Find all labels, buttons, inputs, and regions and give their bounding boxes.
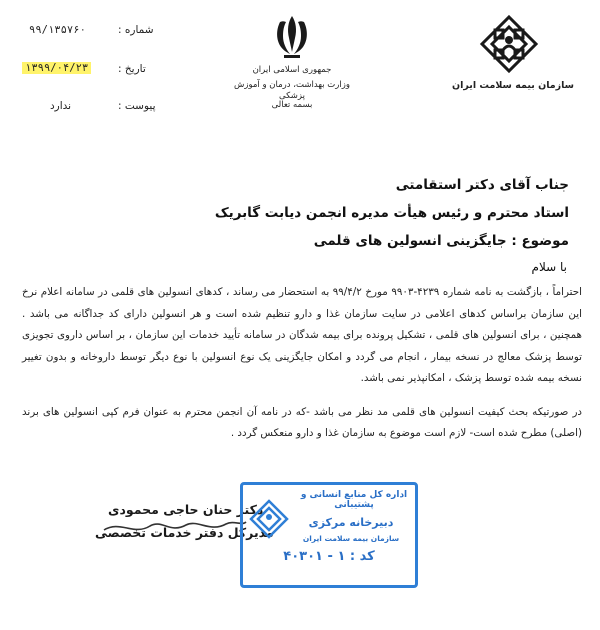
stamp-department: اداره کل منابع انسانی و پشتیبانی <box>300 490 408 510</box>
org-name: سازمان بیمه سلامت ایران <box>452 80 575 91</box>
recipient-title: استاد محترم و رئیس هیأت مدیره انجمن دیابت گابریک <box>214 205 569 221</box>
stamp-logo-icon <box>249 499 289 539</box>
body-paragraph-2: در صورتیکه بحث کیفیت انسولین های قلمی مد نظر می باشد -که در نامه آن انجمن محترم به عنوان فرم کپی انسولین های برند (اصلی) مطرح شده است- لازم است موضوع به سازمان غذا و دارو منعکس گردد . <box>22 405 582 439</box>
greeting: با سلام <box>531 260 567 274</box>
recipient-name: جناب آقای دکتر استقامتی <box>395 177 569 193</box>
emblem-basmala-text: بسمه تعالی <box>271 100 313 110</box>
body-paragraph-1: احتراماً ، بازگشت به نامه شماره ۴۲۳۹-۹۹۰۳ مورخ ۹۹/۴/۲ به استحضار می رساند ، کدهای انسولین های قلمی در سامانه اعلام نرخ این سازمان براساس کدهای اعلامی در سایت سازمان غذا و دارو تنظیم شده است و هر انسولین دارای کد جداگانه می باشد . همچنین ، برای انسولین های قلمی ، تشکیل پرونده برای بیمه شدگان در سامانه تأیید خدمات این سازمان ، بر اساس داروی تجویزی توسط پزشک معالج در نسخه بیمار ، انجام می گردد و امکان جایگزینی یک نوع انسولین با نوع دیگر توسط داروخانه و بدون تغییر نسخه بیمه شده توسط پزشک ، امکانپذیر نمی باشد. <box>22 286 582 384</box>
number-label: شماره : <box>118 24 154 36</box>
emblem-country-text: جمهوری اسلامی ایران <box>252 65 332 75</box>
date-value: ۱۳۹۹/۰۴/۲۳ <box>22 62 91 74</box>
letter-subject: موضوع : جایگزینی انسولین های قلمی <box>313 233 569 249</box>
signatory-name: دکتر حنان حاجی محمودی <box>108 502 264 517</box>
emblem-ministry-text: وزارت بهداشت، درمان و آموزش پزشکی <box>234 80 350 102</box>
attachment-value: ندارد <box>50 100 72 112</box>
letter-body <box>22 282 582 445</box>
iran-emblem-icon <box>270 12 314 60</box>
number-value: ۹۹/۱۳۵۷۶۰ <box>29 24 86 36</box>
stamp-office: دبیرخانه مرکزی <box>308 516 394 529</box>
signatory-position: مدیرکل دفتر خدمات تخصصی <box>95 525 274 540</box>
stamp-organization: سازمان بیمه سلامت ایران <box>302 534 400 543</box>
stamp-code: کد : ۱ - ۴۰۳۰۱ <box>283 549 375 564</box>
health-insurance-logo-icon <box>479 14 539 76</box>
secretariat-stamp <box>240 482 418 588</box>
date-label: تاریخ : <box>118 63 146 75</box>
attachment-label: پیوست : <box>118 100 156 112</box>
